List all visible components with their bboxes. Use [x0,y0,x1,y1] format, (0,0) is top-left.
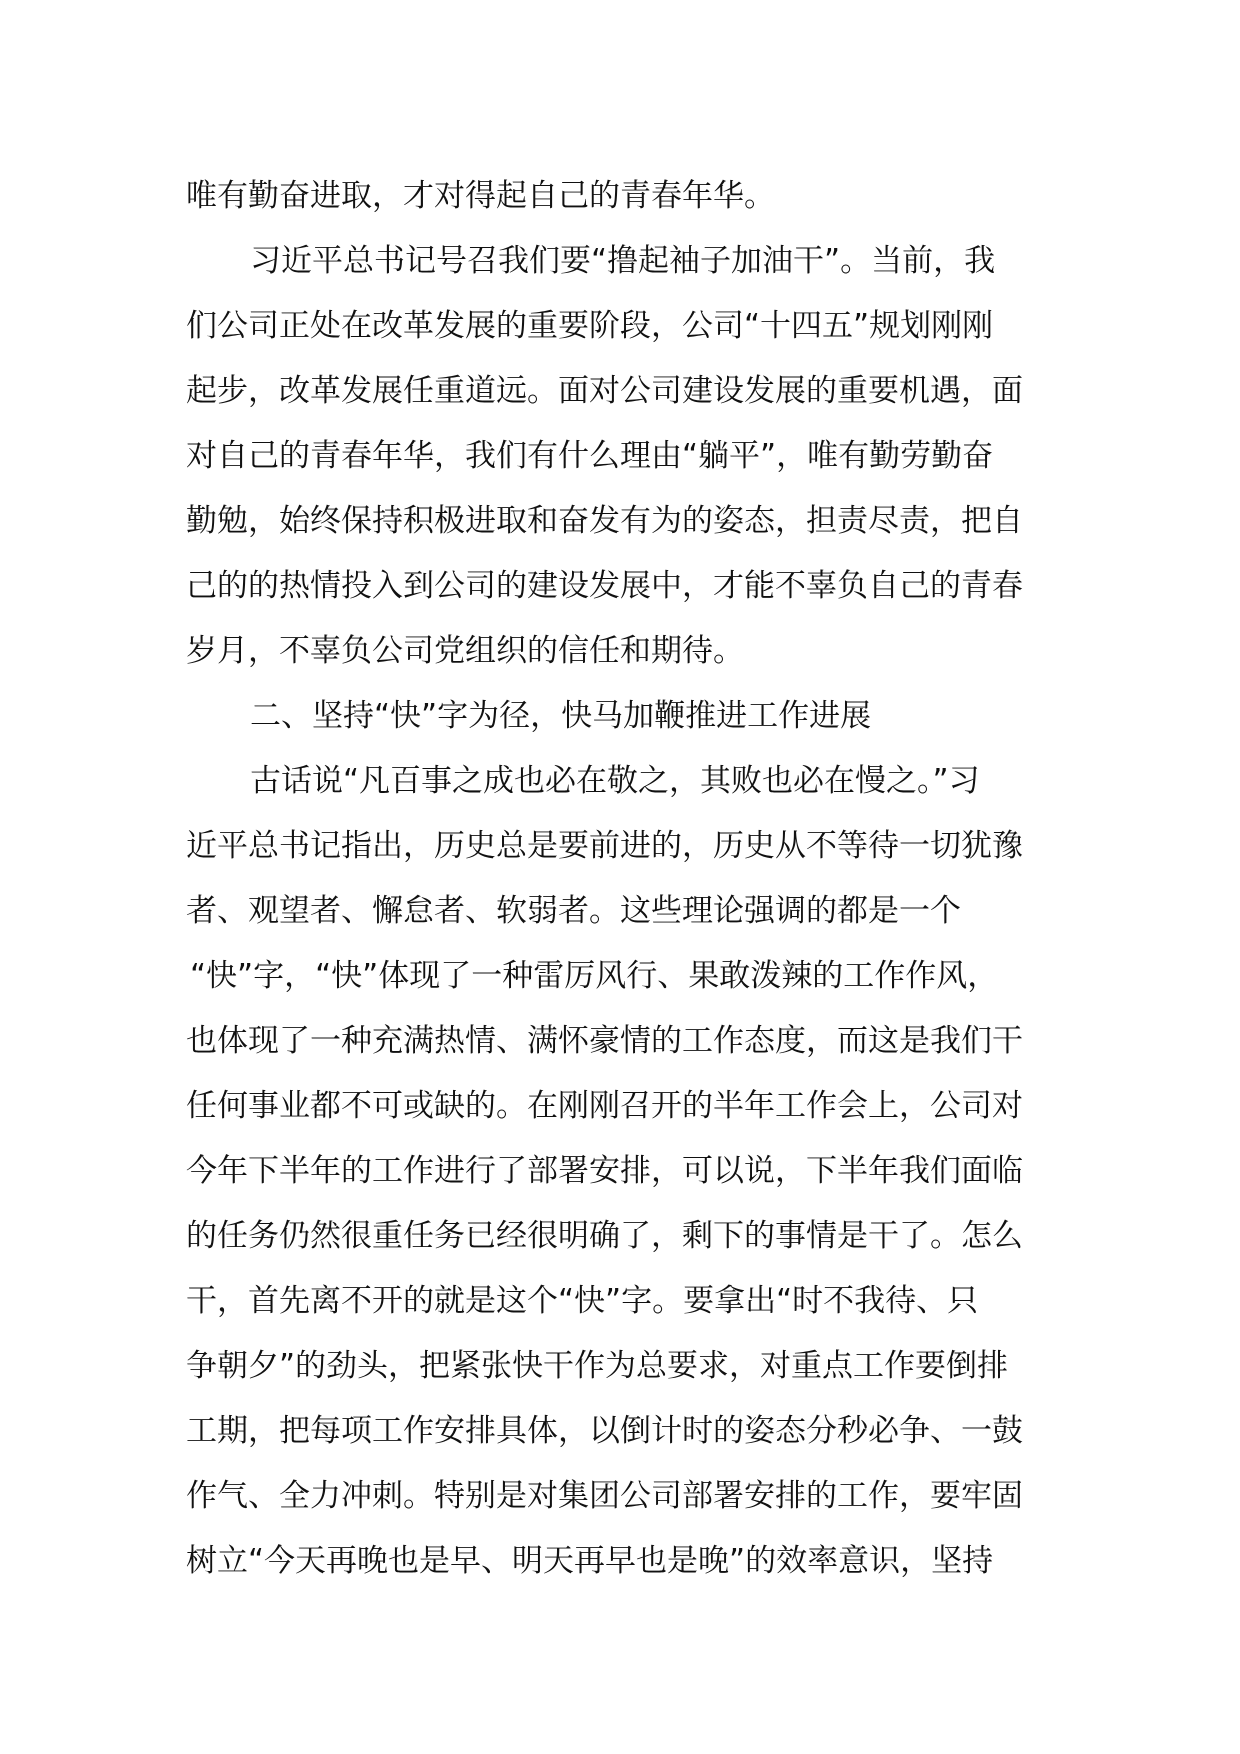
text-line: 作气、全力冲刺。特别是对集团公司部署安排的工作，要牢固 [186,1478,1023,1514]
text-line: 勤勉，始终保持积极进取和奋发有为的姿态，担责尽责，把自 [186,503,1023,539]
text-line: 习近平总书记号召我们要“撸起袖子加油干”。当前，我 [250,243,996,279]
text-line: 也体现了一种充满热情、满怀豪情的工作态度，而这是我们干 [186,1023,1023,1059]
text-line: 岁月，不辜负公司党组织的信任和期待。 [186,633,744,669]
text-line: 工期，把每项工作安排具体，以倒计时的姿态分秒必争、一鼓 [186,1413,1023,1449]
text-line: 干，首先离不开的就是这个“快”字。要拿出“时不我待、只 [186,1283,979,1319]
text-line: “快”字，“快”体现了一种雷厉风行、果敢泼辣的工作作风， [190,958,999,994]
text-line: 任何事业都不可或缺的。在刚刚召开的半年工作会上，公司对 [186,1088,1023,1124]
text-line: 们公司正处在改革发展的重要阶段，公司“十四五”规划刚刚 [186,308,994,344]
text-line: 唯有勤奋进取，才对得起自己的青春年华。 [186,178,775,214]
text-line: 对自己的青春年华，我们有什么理由“躺平”，唯有勤劳勤奋 [186,438,994,474]
text-line: 起步，改革发展任重道远。面对公司建设发展的重要机遇，面 [186,373,1023,409]
text-line: 的任务仍然很重任务已经很明确了，剩下的事情是干了。怎么 [186,1218,1023,1254]
text-line: 者、观望者、懈怠者、软弱者。这些理论强调的都是一个 [186,893,961,929]
text-line: 今年下半年的工作进行了部署安排，可以说，下半年我们面临 [186,1153,1023,1189]
section-heading: 二、坚持“快”字为径，快马加鞭推进工作进展 [250,698,872,734]
text-line: 古话说“凡百事之成也必在敬之，其败也必在慢之。”习 [250,763,980,799]
text-line: 树立“今天再晚也是早、明天再早也是晚”的效率意识，坚持 [186,1543,994,1579]
text-line: 己的的热情投入到公司的建设发展中，才能不辜负自己的青春 [186,568,1023,604]
text-line: 争朝夕”的劲头，把紧张快干作为总要求，对重点工作要倒排 [186,1348,1009,1384]
text-line: 近平总书记指出，历史总是要前进的，历史从不等待一切犹豫 [186,828,1023,864]
